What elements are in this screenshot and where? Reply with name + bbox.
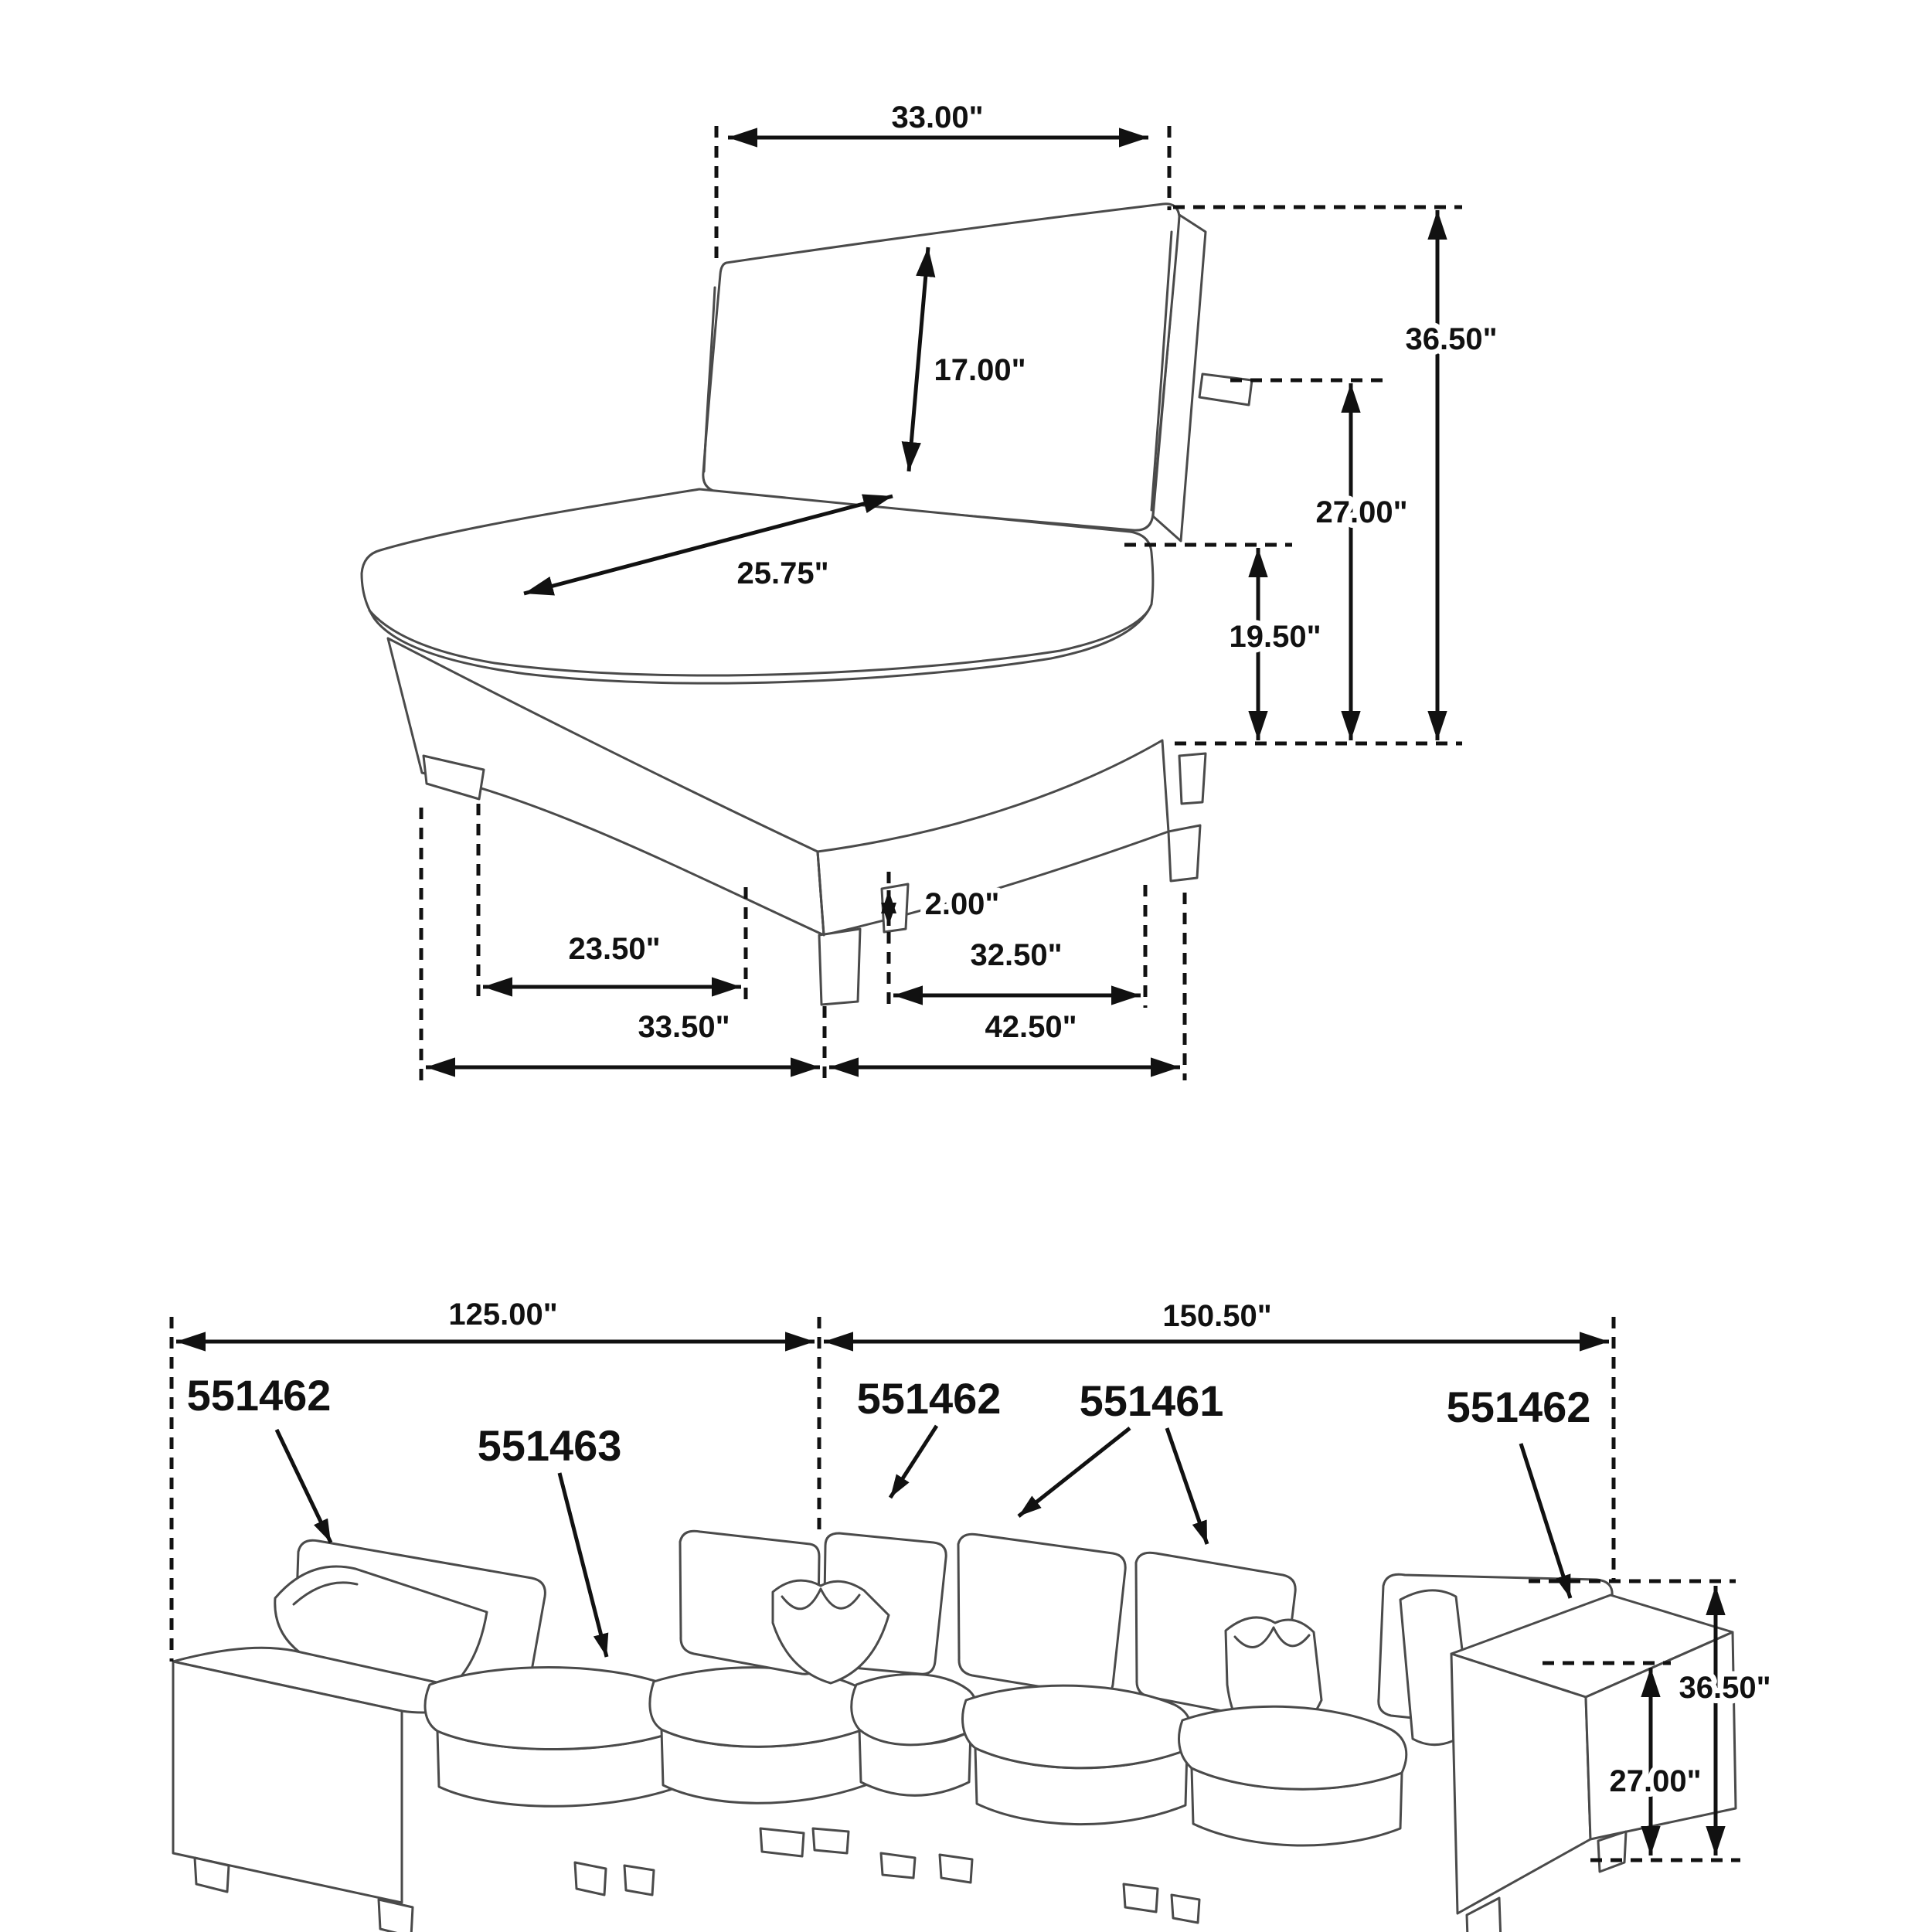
dim-overall-width [426, 1010, 820, 1067]
chair-drawing [362, 204, 1252, 1005]
dim-back-frame-height-label: 27.00" [1315, 495, 1408, 529]
sofa-armless-back-1 [958, 1534, 1125, 1696]
dim-overall-depth-label: 42.50" [985, 1010, 1077, 1044]
dim-overall-depth [829, 1010, 1180, 1067]
sectional-drawing [173, 1531, 1736, 1932]
sku-callout-corner [857, 1374, 1002, 1498]
dim-right-run-label: 150.50" [1162, 1299, 1272, 1333]
dim-overall-height [1405, 210, 1497, 740]
sku-armless-arrow-right [1167, 1428, 1207, 1544]
sku-callout-armless [1019, 1376, 1223, 1544]
dim-overall-width-label: 33.50" [638, 1010, 730, 1044]
sku-armless-arrow-left [1019, 1428, 1130, 1516]
dim-left-run-label: 125.00" [448, 1298, 558, 1332]
sku-ottoman-arrow [560, 1473, 607, 1657]
dim-front-leg-span [483, 932, 741, 987]
sku-right-end-arrow [1521, 1444, 1570, 1598]
sofa-foot [813, 1828, 849, 1853]
sku-ottoman-label: 551463 [477, 1421, 622, 1470]
dim-side-leg-span [893, 938, 1141, 995]
chair-leg-side-right [1168, 825, 1200, 881]
chair-leg-front-right [882, 884, 908, 932]
sofa-foot [940, 1855, 972, 1883]
sku-right-end-label: 551462 [1446, 1383, 1591, 1431]
sofa-foot [1172, 1895, 1199, 1923]
sku-armless-label: 551461 [1079, 1376, 1224, 1425]
sku-callout-left-end [187, 1371, 332, 1543]
sku-corner-label: 551462 [856, 1374, 1002, 1423]
sku-callout-right-end [1447, 1383, 1591, 1598]
sofa-right-arm-front [1451, 1654, 1590, 1913]
chair-leg-front-center [819, 929, 860, 1005]
sofa-seat4-cushion [1179, 1706, 1406, 1789]
sku-left-end-label: 551462 [186, 1371, 332, 1420]
chair-leg-back-right [1179, 753, 1206, 804]
sofa-foot [881, 1853, 915, 1878]
sofa-foot [575, 1862, 606, 1895]
dim-sectional-height-label: 36.50" [1679, 1671, 1771, 1705]
sofa-corner-seat [852, 1674, 977, 1744]
sofa-seat1-cushion [425, 1668, 686, 1750]
dim-back-width-label: 33.00" [891, 100, 984, 134]
sectional-diagram [172, 1298, 1771, 1932]
dim-seat-diagonal-label: 25.75" [736, 556, 829, 590]
sofa-foot [624, 1866, 654, 1895]
dim-leg-height-label: 2.00" [924, 887, 1000, 921]
chair-diagram [362, 100, 1498, 1080]
sofa-seat3-cushion [963, 1685, 1192, 1768]
dim-back-cushion-label: 17.00" [934, 353, 1026, 387]
dim-overall-height-label: 36.50" [1405, 322, 1498, 356]
sku-corner-arrow [890, 1426, 937, 1498]
dim-side-leg-span-label: 32.50" [970, 938, 1063, 972]
dim-left-run [176, 1298, 815, 1342]
sku-left-end-arrow [277, 1430, 331, 1543]
dim-seat-height [1229, 548, 1321, 740]
sofa-foot [379, 1900, 413, 1932]
dim-sectional-arm-height-label: 27.00" [1609, 1764, 1702, 1798]
sofa-foot [1124, 1884, 1158, 1912]
dim-seat-height-label: 19.50" [1229, 620, 1321, 654]
sofa-foot [760, 1828, 804, 1856]
dim-back-frame-height [1315, 383, 1407, 740]
dim-back-width [728, 100, 1148, 138]
chair-back-rail [1199, 374, 1252, 405]
dim-front-leg-span-label: 23.50" [568, 932, 661, 966]
dim-right-run [824, 1299, 1609, 1342]
sofa-feet [195, 1828, 1626, 1932]
